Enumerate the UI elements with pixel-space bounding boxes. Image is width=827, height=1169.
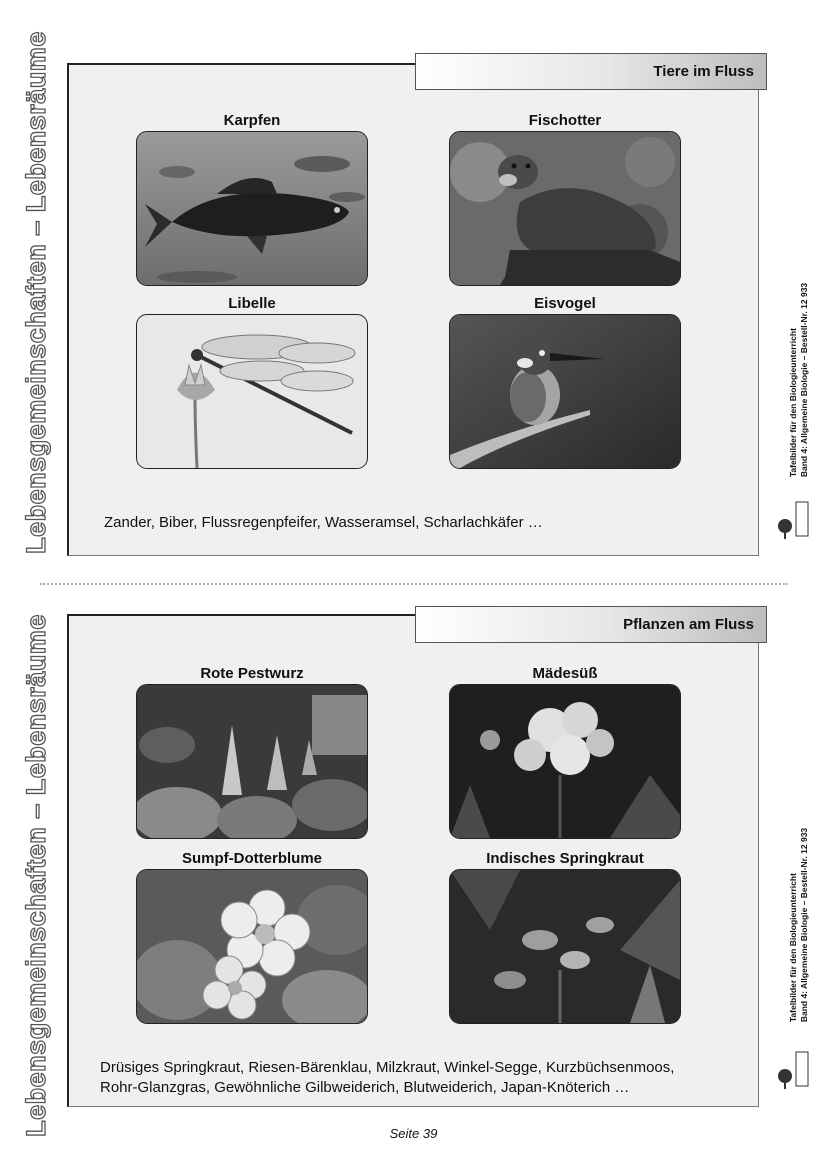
meta-bottom xyxy=(776,800,822,1050)
publisher-logo xyxy=(776,1050,812,1090)
item-meadowsweet xyxy=(449,664,681,839)
dragonfly-photo xyxy=(136,314,368,469)
item-butterbur xyxy=(136,664,368,839)
item-otter xyxy=(449,111,681,286)
side-title-text: Lebensgemeinschaften – Lebensräume xyxy=(20,31,51,554)
otter-photo xyxy=(449,131,681,286)
item-label: Fischotter xyxy=(528,112,602,129)
marsh-marigold-photo xyxy=(136,869,368,1024)
item-carp xyxy=(136,111,368,286)
balsam-photo xyxy=(449,869,681,1024)
side-title-bottom xyxy=(14,612,58,1138)
additional-plants-line-2: Rohr-Glanzgras, Gewöhnliche Gilbweiderich, Blutweiderich, Japan-Knöterich … xyxy=(100,1079,630,1096)
item-label: Sumpf-Dotterblume xyxy=(182,850,322,867)
side-title-top xyxy=(14,30,58,555)
item-kingfisher xyxy=(449,294,681,469)
item-label: Mädesüß xyxy=(532,665,598,682)
butterbur-photo xyxy=(136,684,368,839)
kingfisher-photo xyxy=(449,314,681,469)
item-label: Libelle xyxy=(228,295,276,312)
meta-line-2: Band 4: Allgemeine Biologie – Bestell-Nr. 12 933 xyxy=(799,827,809,1023)
section-animals xyxy=(67,63,759,556)
additional-plants-line-1: Drüsiges Springkraut, Riesen-Bärenklau, Milzkraut, Winkel-Segge, Kurzbüchsenmoos, xyxy=(100,1059,675,1076)
item-dragonfly xyxy=(136,294,368,469)
meta-top xyxy=(776,255,822,505)
item-balsam xyxy=(449,849,681,1024)
section-divider xyxy=(40,583,788,585)
additional-species: Zander, Biber, Flussregenpfeifer, Wasseramsel, Scharlachkäfer … xyxy=(104,514,543,531)
item-label: Karpfen xyxy=(223,112,281,129)
item-label: Rote Pestwurz xyxy=(200,665,304,682)
meadowsweet-photo xyxy=(449,684,681,839)
carp-photo xyxy=(136,131,368,286)
publisher-logo xyxy=(776,500,812,540)
section-header: Tiere im Fluss xyxy=(415,53,767,90)
meta-line-1: Tafelbilder für den Biologieunterricht xyxy=(788,328,798,478)
item-marsh-marigold xyxy=(136,849,368,1024)
page-number: Seite 39 xyxy=(389,1126,438,1141)
meta-line-1: Tafelbilder für den Biologieunterricht xyxy=(788,873,798,1023)
section-plants xyxy=(67,614,759,1107)
meta-line-2: Band 4: Allgemeine Biologie – Bestell-Nr. 12 933 xyxy=(799,282,809,478)
item-label: Indisches Springkraut xyxy=(486,850,644,867)
item-label: Eisvogel xyxy=(534,295,596,312)
side-title-text: Lebensgemeinschaften – Lebensräume xyxy=(20,613,51,1137)
section-header: Pflanzen am Fluss xyxy=(415,606,767,643)
